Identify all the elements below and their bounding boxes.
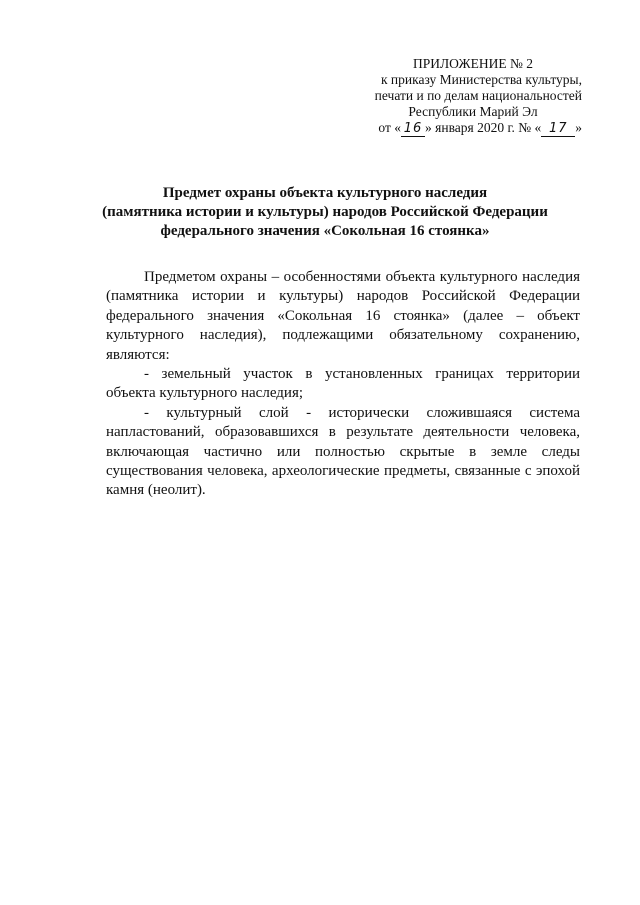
appendix-date-line <box>322 120 582 137</box>
appendix-block <box>322 56 582 137</box>
intro-paragraph: Предметом охраны – особенностями объекта культурного наследия (памятника истории и культуры) народов Российской Федерации федерального значения «Сокольная 16 стоянка» (далее – объект культурного наследия), подлежащими обязательному сохранению, являются: <box>106 269 580 363</box>
list-item-cultural-layer: - культурный слой - исторически сложившаяся система напластований, образовавшихся в результате деятельности человека, включающая частично или полностью скрытые в земле следы существования человека, археологические предметы, связанные с эпохой камня (неолит). <box>106 404 580 499</box>
handwritten-day: 16 <box>401 122 425 137</box>
title-line-3: федерального значения «Сокольная 16 стоянка» <box>160 223 490 239</box>
date-middle: » января 2020 г. № « <box>425 120 542 135</box>
date-suffix: » <box>575 120 582 135</box>
date-prefix: от « <box>378 120 402 135</box>
list-item-land-plot: - земельный участок в установленных границах территории объекта культурного наследия; <box>106 366 580 402</box>
document-title <box>80 184 570 241</box>
appendix-heading: ПРИЛОЖЕНИЕ № 2 <box>412 56 534 71</box>
appendix-line-ministry: печати и по делам национальностей <box>374 88 582 103</box>
appendix-line-republic: Республики Марий Эл <box>408 104 538 119</box>
title-line-1: Предмет охраны объекта культурного наследия <box>162 185 488 201</box>
title-line-2: (памятника истории и культуры) народов Российской Федерации <box>102 204 548 220</box>
appendix-line-order: к приказу Министерства культуры, <box>381 72 582 87</box>
document-body <box>106 268 580 501</box>
handwritten-order-number: 17 <box>541 122 575 137</box>
